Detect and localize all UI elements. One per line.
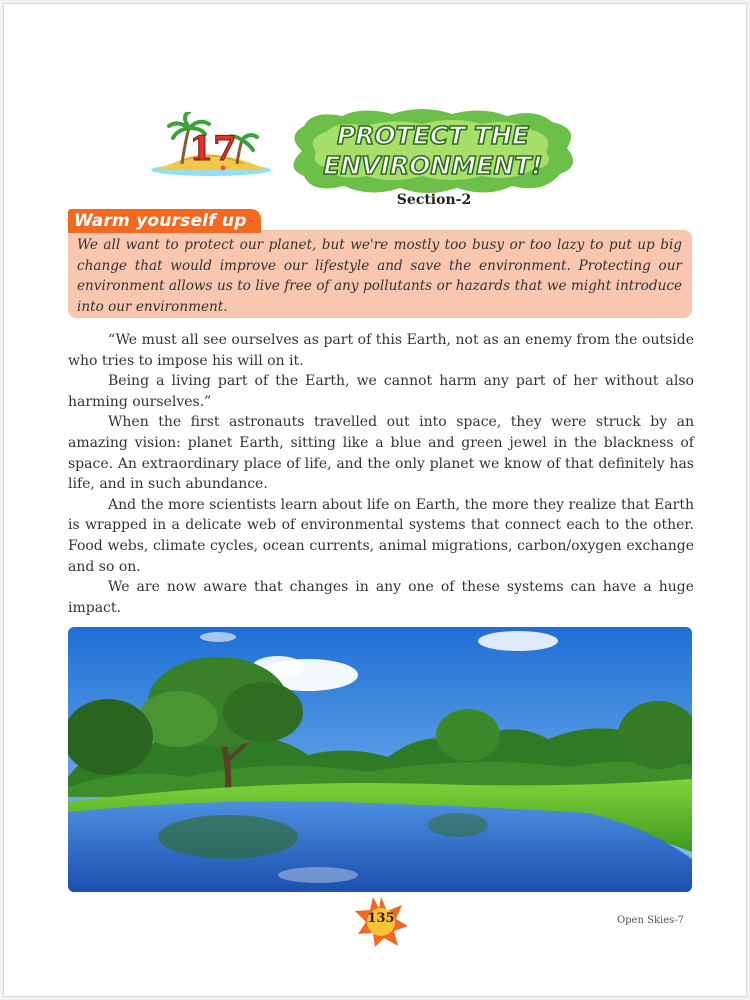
landscape-photo — [68, 627, 692, 892]
title-line-1: PROTECT THE — [336, 121, 530, 150]
chapter-number: 17 — [189, 129, 237, 169]
textbook-page — [3, 3, 747, 997]
title-line-2: ENVIRONMENT! — [323, 151, 543, 180]
page-number: 135 — [367, 911, 395, 926]
section-label: Section-2 — [396, 192, 472, 208]
warmup-text: We all want to protect our planet, but we're mostly too busy or too lazy to put up big change that would improve our lifestyle and save the environment. Protecting our environment allows us to live free of any pollutants or hazards that we might introduce into our environment. — [77, 237, 682, 315]
body-text — [68, 330, 694, 618]
warmup-heading: Warm yourself up — [68, 209, 261, 233]
paragraph: Being a living part of the Earth, we cannot harm any part of her without also harming ourselves.” — [68, 373, 694, 410]
warmup-box — [68, 230, 692, 318]
paragraph: And the more scientists learn about life on Earth, the more they realize that Earth is wrapped in a delicate web of environmental systems that connect each to the other. Food webs, climate cycles, ocean currents, animal migrations, carbon/oxygen exchange and so on. — [68, 496, 694, 575]
chapter-title-banner — [282, 106, 584, 196]
paragraph: We are now aware that changes in any one of these systems can have a huge impact. — [68, 579, 694, 616]
chapter-island-badge — [149, 112, 274, 182]
paragraph: “We must all see ourselves as part of this Earth, not as an enemy from the outside who tries to impose his will on it. — [68, 332, 694, 369]
paragraph: When the first astronauts travelled out into space, they were struck by an amazing vision: planet Earth, sitting like a blue and green jewel in the blackness of space. An extraordinary place of life, and the only planet we know of that definitely has life, and in such abundance. — [68, 414, 694, 493]
book-title: Open Skies-7 — [616, 915, 684, 926]
